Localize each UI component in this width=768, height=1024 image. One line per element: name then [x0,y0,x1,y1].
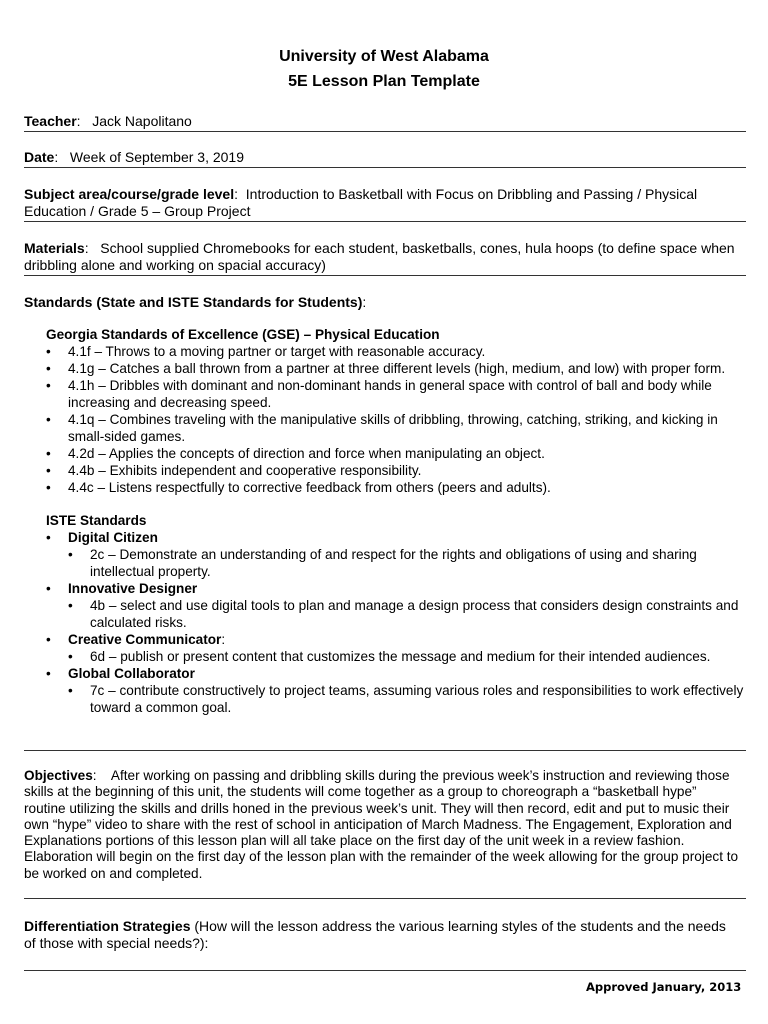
gse-item: • 4.1f – Throws to a moving partner or target with reasonable accuracy. [46,343,746,360]
iste-category: • Creative Communicator: • 6d – publish or present content that customizes the message and medium for their intended audiences. [46,631,746,665]
divider [24,898,746,899]
differentiation-section [24,918,740,952]
objectives-text: After working on passing and dribbling skills during the previous week’s instruction and reviewing those skills at the beginning of this unit, the students will come together as a group to choreograph a “basketball hype” routine utilizing the skills and drills honed in the previous week’s unit. They will then record, edit and put to music their own “hype” video to share with the rest of school in anticipation of March Madness. The Engagement, Exploration and Explanations portions of this lesson plan will all take place on the first day of the unit week in a review fashion. Elaboration will begin on the first day of the lesson plan with the remainder of the week allowing for the group project to be worked on and completed. [24,768,739,881]
iste-item: • 6d – publish or present content that customizes the message and medium for their intended audiences. [68,648,746,665]
divider [24,221,746,222]
subject-label: Subject area/course/grade level [24,186,235,202]
gse-item: • 4.1g – Catches a ball thrown from a partner at three different levels (high, medium, and low) with proper form. [46,360,746,377]
divider [24,131,746,132]
iste-category-name: Innovative Designer [68,581,198,596]
divider [24,970,746,971]
iste-item: • 7c – contribute constructively to project teams, assuming various roles and responsibilities to work effectively toward a common goal. [68,682,746,716]
standards-heading: Standards (State and ISTE Standards for Students): [24,294,367,310]
document-title-line2: 5E Lesson Plan Template [288,73,480,90]
gse-standards-list [46,343,746,496]
approved-footer: Approved January, 2013 [586,980,742,994]
date-value: Week of September 3, 2019 [69,149,244,165]
gse-item: • 4.2d – Applies the concepts of direction and force when manipulating an object. [46,445,746,462]
gse-title: Georgia Standards of Excellence (GSE) – Physical Education [46,327,440,342]
objectives-section: Objectives: After working on passing and dribbling skills during the previous week’s instruction and reviewing those skills at the beginning of this unit, the students will come together as a group to choreograph a “basketball hype” routine utilizing the skills and drills honed in the previous week’s unit. They will then record, edit and put to music their own “hype” video to share with the rest of school in anticipation of March Madness. The Engagement, Exploration and Explanations portions of this lesson plan will all take place on the first day of the unit week in a review fashion. Elaboration will begin on the first day of the lesson plan with the remainder of the week allowing for the group project to be worked on and completed. [24,768,739,881]
teacher-value: Jack Napolitano [92,113,192,129]
differentiation-text: (How will the lesson address the various learning styles of the students and the needs of those with special needs?): [24,918,726,951]
iste-category-name: Global Collaborator [68,666,195,681]
divider [24,167,746,168]
gse-item: • 4.4c – Listens respectfully to corrective feedback from others (peers and adults). [46,479,746,496]
iste-category [46,580,746,631]
gse-item: • 4.4b – Exhibits independent and cooperative responsibility. [46,462,746,479]
divider [24,750,746,751]
iste-title: ISTE Standards [46,513,147,528]
teacher-label: Teacher [24,113,77,129]
subject-value: Introduction to Basketball with Focus on Dribbling and Passing / Physical Education / Grade 5 – Group Project [24,186,698,219]
date-field: Date: Week of September 3, 2019 [24,149,244,165]
differentiation-label: Differentiation Strategies [24,918,191,934]
document-title-line1: University of West Alabama [279,48,489,65]
date-label: Date [24,149,55,165]
gse-item: • 4.1h – Dribbles with dominant and non-dominant hands in general space with control of ball and body while increasing and decreasing speed. [46,377,746,411]
divider [24,275,746,276]
iste-item: • 2c – Demonstrate an understanding of and respect for the rights and obligations of using and sharing intellectual property. [68,546,746,580]
iste-item: • 4b – select and use digital tools to plan and manage a design process that considers design constraints and calculated risks. [68,597,746,631]
iste-standards-list [46,529,746,716]
materials-label: Materials [24,240,85,256]
iste-category-name: Digital Citizen [68,530,158,545]
gse-item: • 4.1q – Combines traveling with the manipulative skills of dribbling, throwing, catching, striking, and kicking in small-sided games. [46,411,746,445]
materials-value: School supplied Chromebooks for each student, basketballs, cones, hula hoops (to define space when dribbling alone and working on spacial accuracy) [24,240,735,273]
objectives-label: Objectives [24,768,93,783]
iste-category [46,529,746,580]
iste-category [46,665,746,716]
materials-field: Materials: School supplied Chromebooks for each student, basketballs, cones, hula hoops (to define space when dribbling alone and working on spacial accuracy) [24,240,735,273]
iste-category-name: Creative Communicator [68,632,222,647]
teacher-field: Teacher: Jack Napolitano [24,113,192,129]
subject-field: Subject area/course/grade level: Introduction to Basketball with Focus on Dribbling and Passing / Physical Education / Grade 5 – Group Project [24,186,698,219]
